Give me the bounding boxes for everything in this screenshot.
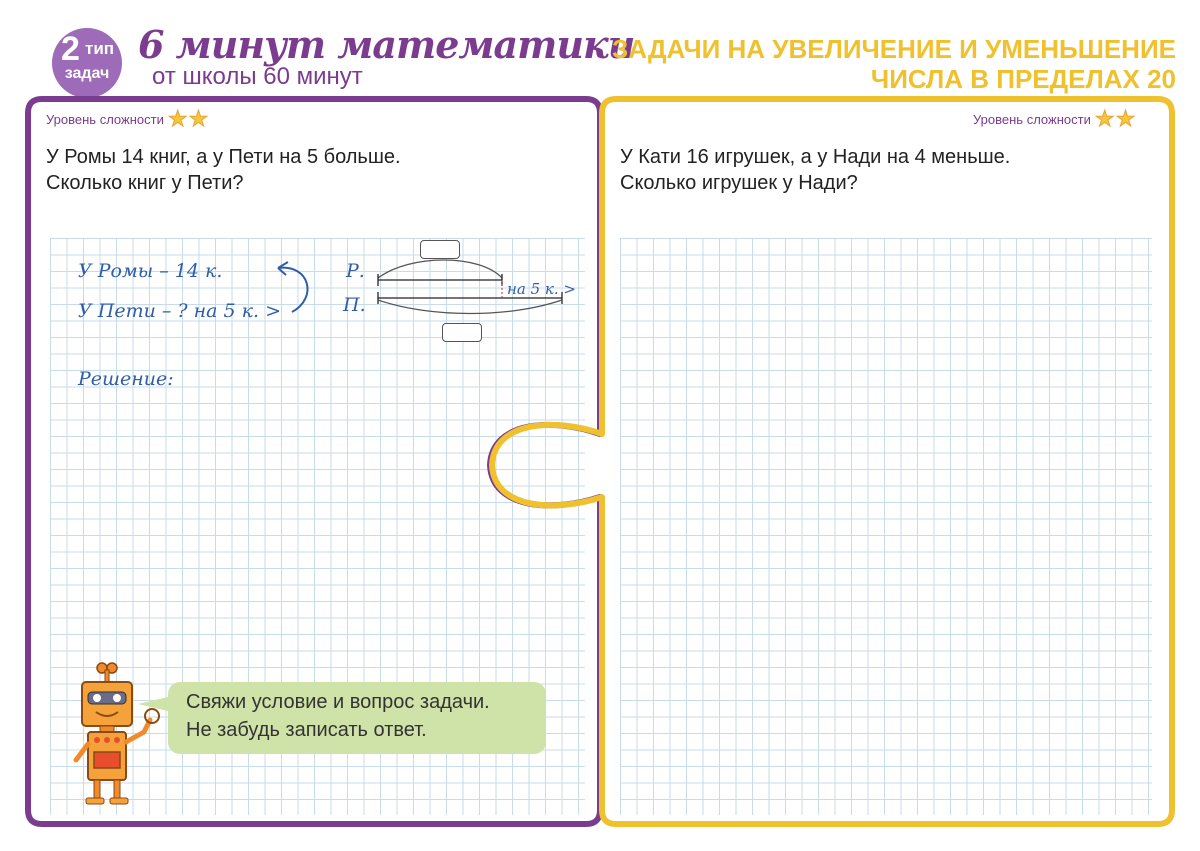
difficulty-label: Уровень сложности — [46, 111, 164, 127]
star-icon: ★ — [1115, 106, 1136, 131]
answer-box-bottom — [442, 323, 482, 342]
topic-line-1: ЗАДАЧИ НА УВЕЛИЧЕНИЕ И УМЕНЬШЕНИЕ — [612, 34, 1176, 64]
star-icon: ★ — [167, 106, 188, 131]
diagram-difference-label: на 5 к. > — [507, 280, 576, 298]
hint-bubble: Свяжи условие и вопрос задачи. Не забудь записать ответ. — [168, 682, 546, 754]
right-difficulty — [973, 106, 1136, 131]
topic-line-2: ЧИСЛА В ПРЕДЕЛАХ 20 — [870, 64, 1176, 94]
robot-icon — [64, 662, 164, 808]
diagram-label-r: Р. — [346, 260, 365, 282]
star-icon: ★ — [1094, 106, 1115, 131]
left-problem-text: У Ромы 14 книг, а у Пети на 5 больше. Сколько книг у Пети? — [46, 146, 401, 194]
brand-subtitle: от школы 60 минут — [152, 63, 363, 90]
handwriting-line-2: У Пети – ? на 5 к. > — [78, 300, 281, 322]
right-card-border — [492, 99, 1172, 824]
diagram-label-p: П. — [343, 294, 366, 316]
handwriting-line-1: У Ромы – 14 к. — [78, 260, 223, 282]
logo-number: 2 — [61, 30, 80, 68]
brand-title: 6 минут математики — [138, 22, 635, 67]
logo-tip: тип — [85, 39, 115, 58]
solution-label: Решение: — [78, 368, 174, 390]
right-problem-text: У Кати 16 игрушек, а у Нади на 4 меньше. Сколько игрушек у Нади? — [620, 146, 1011, 194]
left-difficulty — [46, 106, 209, 131]
segment-diagram — [370, 258, 570, 318]
answer-box-top — [420, 240, 460, 259]
difficulty-label: Уровень сложности — [973, 111, 1091, 127]
logo-zadach: задач — [64, 65, 110, 82]
star-icon: ★ — [188, 106, 209, 131]
curved-arrow-icon — [270, 258, 320, 318]
